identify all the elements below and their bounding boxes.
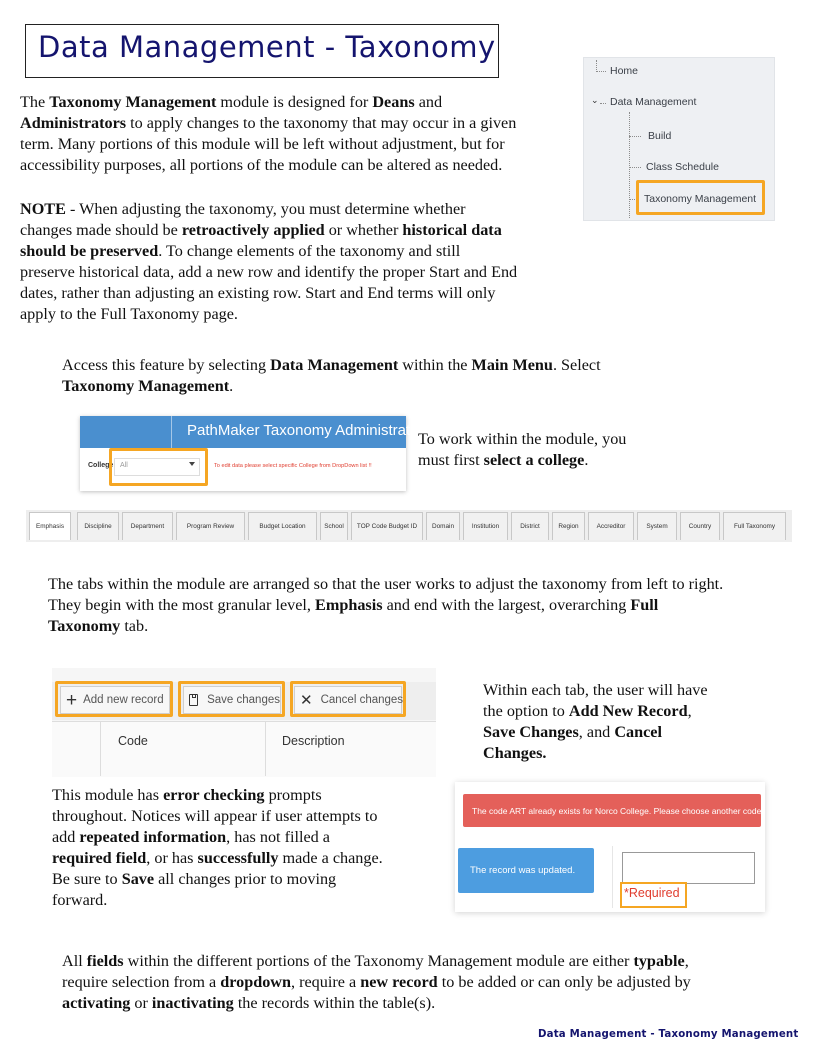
college-hint-paragraph: To work within the module, you must first select a college. <box>418 430 627 469</box>
nav-item-data-management[interactable]: Data Management <box>610 96 697 108</box>
note-paragraph: NOTE - When adjusting the taxonomy, you must determine whether changes made should be retroactively applied or whether historical data should be preserved. To change elements of the taxonomy and still preserve historical data, add a new row and identify the proper Start and End dates, rather than adjusting an existing row. Start and End terms will only apply to the Full Taxonomy page. <box>20 200 518 323</box>
chevron-down-icon[interactable]: ⌄ <box>591 96 599 106</box>
nav-item-class-schedule[interactable]: Class Schedule <box>646 161 719 173</box>
tabs-paragraph: The tabs within the module are arranged so that the user works to adjust the taxonomy from left to right. They begin with the most granular level, Emphasis and end with the largest, overarching Full Taxonomy tab. <box>48 575 724 635</box>
tab-program-review[interactable]: Program Review <box>176 512 245 540</box>
header-separator <box>171 416 172 448</box>
tab-emphasis[interactable]: Emphasis <box>29 512 71 540</box>
tab-district[interactable]: District <box>511 512 549 540</box>
grid-divider <box>265 721 266 776</box>
column-header-description[interactable]: Description <box>282 734 345 748</box>
college-dropdown-value: All <box>120 462 128 469</box>
tab-school[interactable]: School <box>320 512 348 540</box>
tab-full-taxonomy[interactable]: Full Taxonomy <box>723 512 786 540</box>
tab-system[interactable]: System <box>637 512 677 540</box>
required-input-field[interactable] <box>622 852 755 884</box>
toolbar-paragraph: Within each tab, the user will have the option to Add New Record, Save Changes, and Cancel Changes. <box>483 681 708 762</box>
tree-line <box>596 71 606 72</box>
tab-department[interactable]: Department <box>122 512 173 540</box>
nav-item-build[interactable]: Build <box>648 130 672 142</box>
grid-header-row <box>52 721 436 777</box>
tab-discipline[interactable]: Discipline <box>77 512 119 540</box>
pathmaker-title: PathMaker Taxonomy Administration <box>187 422 431 439</box>
success-notice: The record was updated. <box>458 848 594 893</box>
tree-line <box>596 60 597 70</box>
column-header-code[interactable]: Code <box>118 734 148 748</box>
cancel-changes-button[interactable]: ✕ Cancel changes <box>294 686 402 714</box>
divider <box>612 846 613 908</box>
highlight-box <box>109 448 208 486</box>
tree-line <box>629 112 630 218</box>
highlight-box <box>178 681 285 717</box>
error-checking-paragraph: This module has error checking prompts throughout. Notices will appear if user attempts to add repeated information, has not filled a required field, or has successfully made a change. Be sure to Save all changes prior to moving forward. <box>52 786 383 909</box>
college-label: College <box>88 462 114 469</box>
tree-line <box>600 103 606 104</box>
close-icon: ✕ <box>300 691 313 709</box>
fields-paragraph: All fields within the different portions of the Taxonomy Management module are either typable, require selection from a dropdown, require a new record to be added or can only be adjusted by activating or inactivating the records within the table(s). <box>62 952 691 1012</box>
access-paragraph: Access this feature by selecting Data Management within the Main Menu. Select Taxonomy Management. <box>62 356 601 395</box>
plus-icon: + <box>66 689 78 711</box>
tab-accreditor[interactable]: Accreditor <box>588 512 634 540</box>
tree-line <box>629 136 641 137</box>
add-record-button[interactable]: + Add new record <box>60 686 170 714</box>
intro-paragraph: The Taxonomy Management module is designed for Deans and Administrators to apply changes to the taxonomy that may occur in a given term. Many portions of this module will be left without adjustment, but for accessibility purposes, all portions of the module can be altered as needed. <box>20 93 517 174</box>
tab-domain[interactable]: Domain <box>426 512 460 540</box>
highlight-box <box>290 681 406 717</box>
page-title: Data Management - Taxonomy <box>38 30 496 64</box>
tab-country[interactable]: Country <box>680 512 720 540</box>
error-notice: The code ART already exists for Norco College. Please choose another code. <box>463 794 761 827</box>
grid-divider <box>100 721 101 776</box>
save-changes-button[interactable]: Save changes <box>183 686 281 714</box>
tab-budget-location[interactable]: Budget Location <box>248 512 317 540</box>
tree-line <box>629 167 641 168</box>
page-footer: Data Management - Taxonomy Management <box>538 1029 799 1040</box>
nav-item-home[interactable]: Home <box>610 65 639 77</box>
college-warning: To edit data please select specific College from DropDown list !! <box>214 463 372 469</box>
highlight-box <box>55 681 173 717</box>
tab-institution[interactable]: Institution <box>463 512 508 540</box>
tab-top-code-budget-id[interactable]: TOP Code Budget ID <box>351 512 423 540</box>
tab-region[interactable]: Region <box>552 512 585 540</box>
nav-item-taxonomy-management[interactable]: Taxonomy Management <box>644 193 757 205</box>
required-message: *Required <box>624 886 680 900</box>
